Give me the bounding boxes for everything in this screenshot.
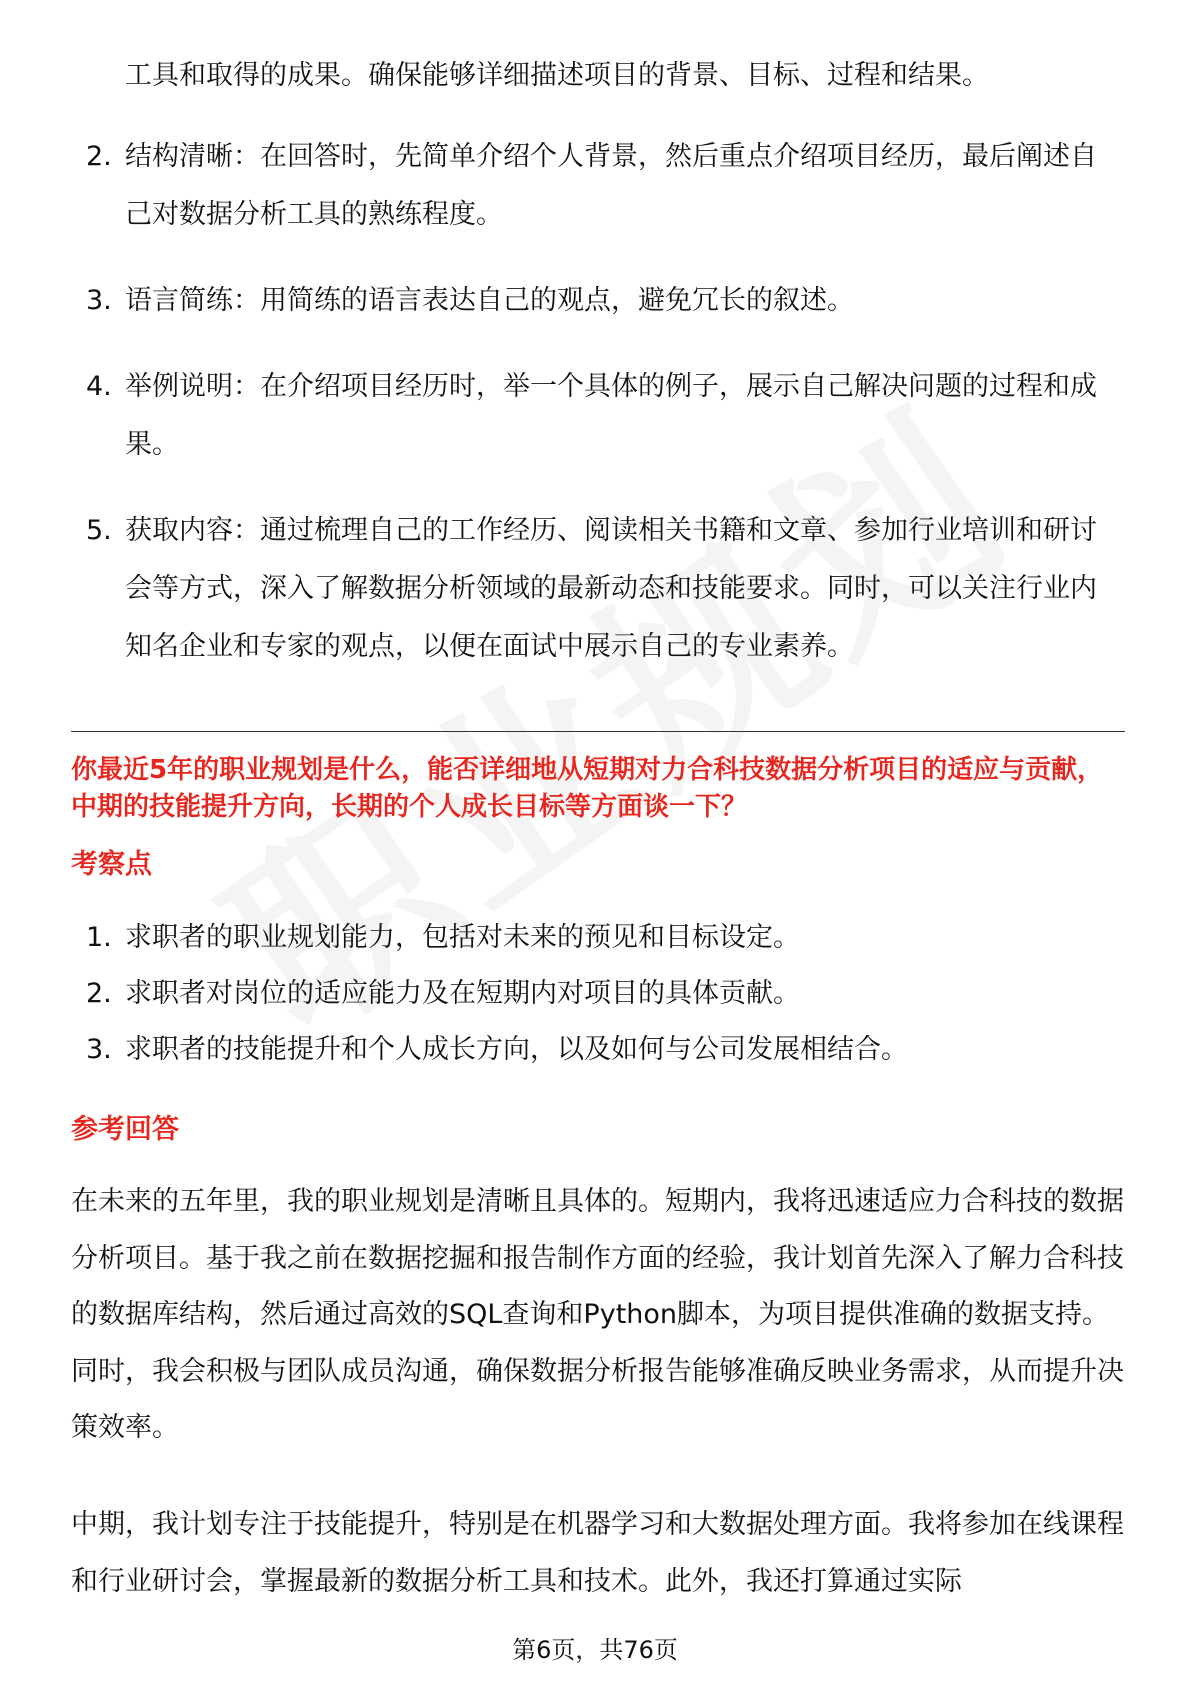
list-text: 举例说明：在介绍项目经历时，举一个具体的例子，展示自己解决问题的过程和成果。 (125, 371, 1097, 460)
list-text: 获取内容：通过梳理自己的工作经历、阅读相关书籍和文章、参加行业培训和研讨会等方式，深入了解数据分析领域的最新动态和技能要求。同时，可以关注行业内知名企业和专家的观点，以便在面试中展示自己的专业素养。 (125, 515, 1097, 662)
continuation-line: 工具和取得的成果。确保能够详细描述项目的背景、目标、过程和结果。 (125, 60, 989, 91)
section-title-points: 考察点 (71, 849, 152, 880)
points-list (0, 910, 1190, 1078)
list-number: 1. (86, 922, 112, 953)
list-item (0, 128, 1115, 244)
list-number: 3. (86, 1034, 112, 1065)
list-item (0, 272, 1115, 330)
list-number: 3. (86, 285, 112, 316)
list-text: 求职者的职业规划能力，包括对未来的预见和目标设定。 (125, 922, 800, 953)
section-divider (71, 731, 1125, 732)
list-number: 5. (86, 515, 112, 546)
list-item (0, 358, 1115, 474)
list-text: 求职者对岗位的适应能力及在短期内对项目的具体贡献。 (125, 978, 800, 1009)
answer-paragraph: 中期，我计划专注于技能提升，特别是在机器学习和大数据处理方面。我将参加在线课程和行业研讨会，掌握最新的数据分析工具和技术。此外，我还打算通过实际 (71, 1509, 1124, 1597)
list-text: 结构清晰：在回答时，先简单介绍个人背景，然后重点介绍项目经历，最后阐述自己对数据分析工具的熟练程度。 (125, 141, 1097, 230)
list-number: 2. (86, 978, 112, 1009)
list-item (0, 966, 1190, 1022)
list-number: 2. (86, 141, 112, 172)
list-item (0, 502, 1115, 676)
page-footer: 第6页，共76页 (512, 1636, 678, 1664)
section-title-answer: 参考回答 (71, 1114, 179, 1145)
list-text: 求职者的技能提升和个人成长方向，以及如何与公司发展相结合。 (125, 1034, 908, 1065)
list-number: 4. (86, 371, 112, 402)
interview-question: 你最近5年的职业规划是什么，能否详细地从短期对力合科技数据分析项目的适应与贡献，中期的技能提升方向，长期的个人成长目标等方面谈一下？ (71, 755, 1104, 822)
answer-paragraph: 在未来的五年里，我的职业规划是清晰且具体的。短期内，我将迅速适应力合科技的数据分析项目。基于我之前在数据挖掘和报告制作方面的经验，我计划首先深入了解力合科技的数据库结构，然后通过高效的SQL查询和Python脚本，为项目提供准确的数据支持。同时，我会积极与团队成员沟通，确保数据分析报告能够准确反映业务需求，从而提升决策效率。 (71, 1186, 1124, 1443)
list-item (0, 1022, 1190, 1078)
list-text: 语言简练：用简练的语言表达自己的观点，避免冗长的叙述。 (125, 285, 854, 316)
list-item (0, 910, 1190, 966)
